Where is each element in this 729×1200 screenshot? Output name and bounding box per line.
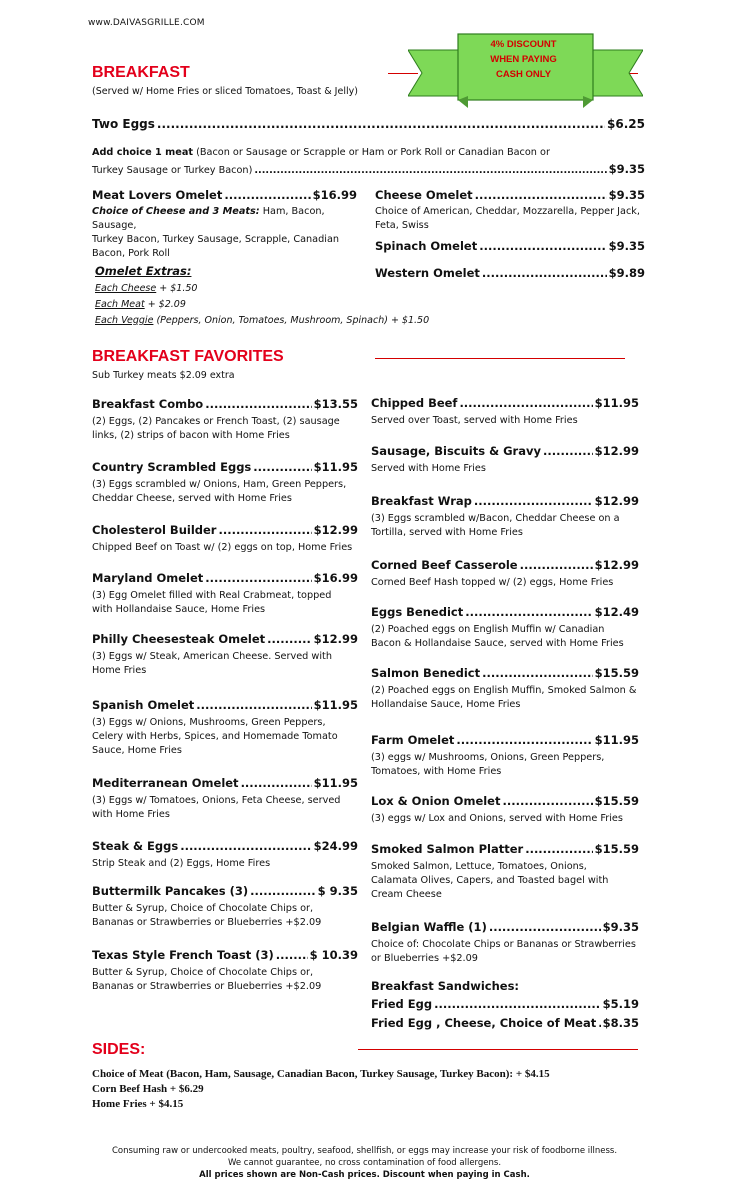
desc-line: Chipped Beef on Toast w/ (2) eggs on top, Home Fries [92,542,353,553]
item-price: $9.89 [608,266,645,280]
item-description [371,860,659,902]
website-url: www.DAIVASGRILLE.COM [88,18,205,28]
desc-line: Celery with Herbs, Spices, and Homemade Tomato [92,731,338,742]
item-description [371,414,659,428]
item-description [92,902,378,930]
add-meat-text-2: Turkey Sausage or Turkey Bacon) [92,165,253,176]
item-description [92,794,378,822]
item-price: $16.99 [313,571,358,585]
dot-leader [459,396,592,410]
desc-line: (3) Eggs w/ Onions, Mushrooms, Green Peppers, [92,717,326,728]
menu-item [371,558,639,572]
item-price: $9.35 [608,188,645,202]
desc-line: Strip Steak and (2) Eggs, Home Fires [92,858,271,869]
item-name: Country Scrambled Eggs [92,460,252,474]
desc-line: Cheddar Cheese, served with Home Fries [92,493,292,504]
omelet-extras-list [95,281,495,329]
dot-leader [489,920,601,934]
item-price: $12.99 [594,494,639,508]
desc-line: Butter & Syrup, Choice of Chocolate Chips or, [92,903,314,914]
menu-item [371,794,639,808]
sandwich-item [371,1016,639,1030]
menu-item [92,776,358,790]
desc-line: (3) Eggs w/ Tomatoes, Onions, Feta Cheese, served [92,795,341,806]
item-description [371,623,659,651]
extra-cheese-label: Each Cheese [95,283,157,294]
item-price: $15.59 [594,842,639,856]
menu-item [92,839,358,853]
extra-cheese-price: + $1.50 [156,283,198,294]
desc-line: (3) eggs w/ Mushrooms, Onions, Green Peppers, [371,752,605,763]
desc-line: Served over Toast, served with Home Fries [371,415,578,426]
menu-item [92,523,358,537]
menu-item [92,948,358,962]
desc-line: (3) Eggs scrambled w/Bacon, Cheddar Cheese on a [371,513,620,524]
discount-text [470,37,577,82]
desc-line: links, (2) strips of bacon with Home Fries [92,430,290,441]
discount-line-1: 4% DISCOUNT [490,39,557,50]
item-description [92,478,378,506]
dot-leader [254,165,606,176]
item-price: $16.99 [312,188,357,202]
item-name: Eggs Benedict [371,605,464,619]
desc-line: Corned Beef Hash topped w/ (2) eggs, Home Fries [371,577,614,588]
desc-line: Tomatoes, with Home Fries [371,766,502,777]
item-description [371,576,659,590]
sandwiches-title: Breakfast Sandwiches: [371,979,520,993]
item-description [92,650,378,678]
meat-lovers-desc [92,205,372,261]
item-name: Salmon Benedict [371,666,481,680]
item-price: $5.19 [602,997,639,1011]
desc-line: Bananas or Strawberries or Blueberries +$2.09 [92,981,322,992]
item-name: Lox & Onion Omelet [371,794,501,808]
desc-line: Home Fries [92,665,147,676]
item-description [92,716,378,758]
desc-line: (2) Poached eggs on English Muffin, Smoked Salmon & [371,685,637,696]
item-name: Steak & Eggs [92,839,179,853]
add-meat-item [92,146,645,160]
item-description [92,541,378,555]
dot-leader [482,666,593,680]
item-description [92,589,378,617]
item-name: Philly Cheesesteak Omelet [92,632,266,646]
item-name: Texas Style French Toast (3) [92,948,274,962]
breakfast-title: BREAKFAST [92,64,190,81]
menu-item [371,494,639,508]
item-name: Smoked Salmon Platter [371,842,524,856]
dot-leader [474,494,593,508]
western-omelet-item [375,266,645,280]
dot-leader [543,444,593,458]
sandwich-item [371,997,639,1011]
desc-line: Turkey Bacon, Turkey Sausage, Scrapple, Canadian [92,234,340,245]
dot-leader [479,239,606,253]
cheese-omelet-item [375,188,645,202]
discount-line-2: WHEN PAYING [490,54,557,65]
menu-item [92,571,358,585]
item-name: Cheese Omelet [375,188,473,202]
desc-line: Served with Home Fries [371,463,486,474]
dot-leader [276,948,308,962]
side-item: Corn Beef Hash + $6.29 [92,1083,204,1095]
item-name: Farm Omelet [371,733,455,747]
add-meat-text-1: (Bacon or Sausage or Scrapple or Ham or Pork Roll or Canadian Bacon or [193,147,550,158]
side-item: Choice of Meat (Bacon, Ham, Sausage, Canadian Bacon, Turkey Sausage, Turkey Bacon): + $4.15 [92,1068,550,1080]
cheese-omelet-desc [375,205,665,233]
item-name: Buttermilk Pancakes (3) [92,884,249,898]
item-price: $12.99 [313,523,358,537]
item-price: $11.95 [594,396,639,410]
dot-leader [267,632,311,646]
item-name: Meat Lovers Omelet [92,188,223,202]
dot-leader [520,558,593,572]
desc-line: Choice of: Chocolate Chips or Bananas or Strawberries [371,939,636,950]
extra-veggie-price: (Peppers, Onion, Tomatoes, Mushroom, Spinach) + $1.50 [153,315,430,326]
item-name: Sausage, Biscuits & Gravy [371,444,541,458]
dot-leader [180,839,311,853]
omelet-extras-title: Omelet Extras: [95,264,192,278]
desc-line: (3) Eggs scrambled w/ Onions, Ham, Green Peppers, [92,479,347,490]
footer-line-3: All prices shown are Non-Cash prices. Discount when paying in Cash. [199,1170,530,1180]
meat-lovers-item [92,188,357,202]
desc-line: Ham, Bacon, Sausage, [92,206,325,231]
desc-line: Calamata Olives, Capers, and Toasted bagel with [371,875,609,886]
desc-line: Hollandaise Sauce, Home Fries [371,699,521,710]
breakfast-note: (Served w/ Home Fries or sliced Tomatoes, Toast & Jelly) [92,86,358,97]
item-name: Chipped Beef [371,396,458,410]
footer-line-1: Consuming raw or undercooked meats, poultry, seafood, shellfish, or eggs may increase your risk of foodborne illness. [111,1146,618,1156]
menu-item [371,920,639,934]
item-description [92,857,378,871]
desc-line: Feta, Swiss [375,220,429,231]
menu-item [371,396,639,410]
discount-line-3: CASH ONLY [495,69,552,80]
menu-item [371,733,639,747]
item-description [371,684,659,712]
menu-item [371,444,639,458]
side-item: Home Fries + $4.15 [92,1098,184,1110]
item-description [371,812,659,826]
item-name: Spinach Omelet [375,239,478,253]
dot-leader [196,698,311,712]
item-name: Western Omelet [375,266,480,280]
item-price: $15.59 [594,794,639,808]
item-price: $12.49 [594,605,639,619]
menu-item [371,666,639,680]
desc-line: or Blueberries +$2.09 [371,953,478,964]
extra-meat-label: Each Meat [95,299,145,310]
spinach-omelet-item [375,239,645,253]
desc-line: (3) Eggs w/ Steak, American Cheese. Served with [92,651,332,662]
menu-item [92,460,358,474]
dot-leader [482,266,607,280]
meat-lovers-choice: Choice of Cheese and 3 Meats: [92,206,260,217]
sides-divider [358,1049,638,1050]
extra-veggie-label: Each Veggie [95,315,154,326]
desc-line: (2) Poached eggs on English Muffin w/ Canadian [371,624,605,635]
item-name: Cholesterol Builder [92,523,217,537]
extra-meat-price: + $2.09 [144,299,186,310]
desc-line: with Hollandaise Sauce, Home Fries [92,604,266,615]
item-price: $11.95 [313,776,358,790]
item-price: $11.95 [313,698,358,712]
menu-item [92,884,358,898]
desc-line: Cream Cheese [371,889,442,900]
desc-line: (3) eggs w/ Lox and Onions, served with Home Fries [371,813,623,824]
item-description [92,966,378,994]
item-name: Fried Egg [371,997,433,1011]
item-price: $12.99 [594,558,639,572]
menu-item [92,397,358,411]
dot-leader [525,842,592,856]
dot-leader [502,794,592,808]
item-description [371,462,659,476]
item-name: Maryland Omelet [92,571,204,585]
desc-line: Choice of American, Cheddar, Mozzarella, Pepper Jack, [375,206,640,217]
sides-title: SIDES: [92,1041,146,1058]
dot-leader [205,397,311,411]
footer-disclaimer [0,1145,729,1181]
menu-item [371,842,639,856]
desc-line: (3) Egg Omelet filled with Real Crabmeat, topped [92,590,332,601]
desc-line: Butter & Syrup, Choice of Chocolate Chips or, [92,967,314,978]
favorites-divider [375,358,625,359]
item-description [92,415,378,443]
menu-item [92,698,358,712]
desc-line: Smoked Salmon, Lettuce, Tomatoes, Onions, [371,861,587,872]
dot-leader [250,884,316,898]
dot-leader [475,188,607,202]
item-price: $9.35 [608,162,645,176]
item-price: $ 9.35 [317,884,358,898]
dot-leader [598,1016,600,1030]
item-price: $11.95 [313,460,358,474]
sides-list [92,1067,712,1112]
desc-line: with Home Fries [92,809,170,820]
dot-leader [434,997,601,1011]
item-name: Mediterranean Omelet [92,776,239,790]
desc-line: Bananas or Strawberries or Blueberries +$2.09 [92,917,322,928]
item-name: Fried Egg , Cheese, Choice of Meat [371,1016,597,1030]
item-price: $9.35 [602,920,639,934]
desc-line: Bacon & Hollandaise Sauce, served with Home Fries [371,638,624,649]
item-name: Spanish Omelet [92,698,195,712]
item-name: Breakfast Wrap [371,494,472,508]
desc-line: Tortilla, served with Home Fries [371,527,523,538]
item-price: $12.99 [594,444,639,458]
item-name: Corned Beef Casserole [371,558,518,572]
item-name: Two Eggs [92,117,155,131]
item-price: $ 10.39 [309,948,358,962]
item-name: Belgian Waffle (1) [371,920,487,934]
item-price: $24.99 [313,839,358,853]
dot-leader [224,188,310,202]
footer-line-2: We cannot guarantee, no cross contamination of food allergens. [227,1158,502,1168]
dot-leader [253,460,311,474]
item-price: $9.35 [608,239,645,253]
item-price: $11.95 [594,733,639,747]
dot-leader [241,776,312,790]
menu-item [92,632,358,646]
item-price: $12.99 [313,632,358,646]
menu-item [371,605,639,619]
item-description [371,938,659,966]
item-price: $15.59 [594,666,639,680]
desc-line: Bacon, Pork Roll [92,248,170,259]
item-price: $6.25 [607,117,645,131]
add-meat-label: Add choice 1 meat [92,147,193,158]
favorites-note: Sub Turkey meats $2.09 extra [92,370,235,381]
item-price: $8.35 [602,1016,639,1030]
item-description [371,751,659,779]
dot-leader [465,605,592,619]
desc-line: (2) Eggs, (2) Pancakes or French Toast, (2) sausage [92,416,340,427]
two-eggs-item [92,117,645,131]
item-name: Breakfast Combo [92,397,204,411]
add-meat-line-2 [92,162,645,176]
item-description [371,512,659,540]
dot-leader [456,733,592,747]
favorites-title: BREAKFAST FAVORITES [92,348,284,365]
dot-leader [157,117,605,131]
dot-leader [218,523,311,537]
desc-line: Sauce, Home Fries [92,745,182,756]
dot-leader [205,571,311,585]
item-price: $13.55 [313,397,358,411]
